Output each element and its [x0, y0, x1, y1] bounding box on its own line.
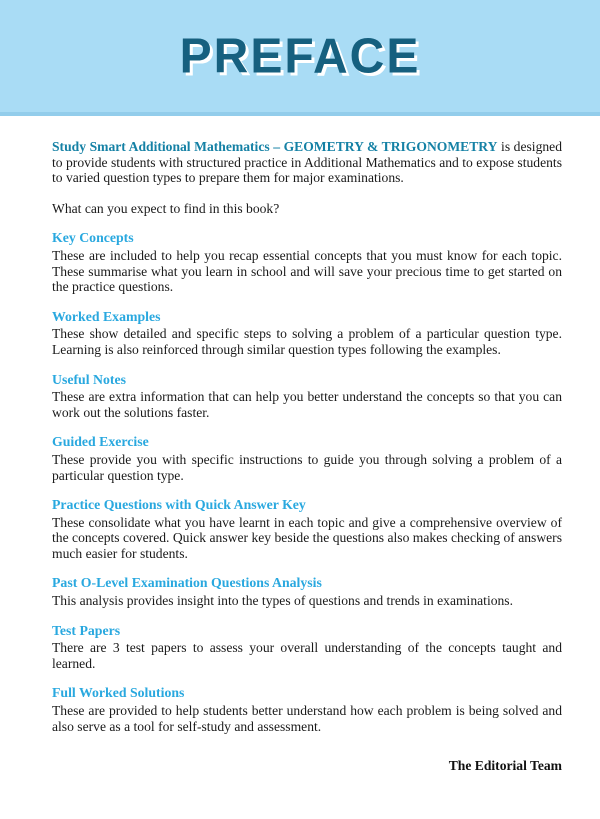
page-header-banner [0, 0, 600, 116]
section-body: These are provided to help students better understand how each problem is being solved and also serve as a tool for self-study and assessment. [52, 703, 562, 734]
section-heading: Guided Exercise [52, 434, 149, 450]
section-body: These show detailed and specific steps to solving a problem of a particular question type. Learning is also reinforced through similar question types following the examples. [52, 326, 562, 357]
section-full-worked-solutions [52, 685, 562, 734]
section-heading: Practice Questions with Quick Answer Key [52, 497, 306, 513]
section-test-papers [52, 623, 562, 672]
preface-content [0, 116, 600, 774]
section-heading: Test Papers [52, 622, 121, 638]
section-key-concepts [52, 230, 562, 294]
section-body: This analysis provides insight into the types of questions and trends in examinations. [52, 593, 513, 609]
section-body: These provide you with specific instructions to guide you through solving a problem of a particular question type. [52, 451, 562, 483]
section-heading: Past O-Level Examination Questions Analysis [52, 575, 322, 591]
section-heading: Full Worked Solutions [52, 685, 185, 701]
section-heading: Key Concepts [52, 230, 134, 246]
expectation-question: What can you expect to find in this book? [52, 200, 280, 216]
page-title: PREFACE [179, 28, 421, 84]
section-heading: Useful Notes [52, 371, 126, 387]
section-body: These are extra information that can help you better understand the concepts so that you can work out the solutions faster. [52, 389, 562, 420]
section-guided-exercise [52, 434, 562, 483]
section-body: There are 3 test papers to assess your overall understanding of the concepts taught and learned. [52, 640, 562, 671]
section-practice-questions [52, 497, 562, 561]
editorial-team-signature: The Editorial Team [448, 758, 562, 774]
section-body: These are included to help you recap essential concepts that you must know for each topic. These summarise what you learn in school and will save your precious time to get started on the practice questions. [52, 247, 562, 295]
section-past-olevel-analysis [52, 575, 562, 608]
section-useful-notes [52, 372, 562, 421]
book-title-lead: Study Smart Additional Mathematics – GEOMETRY & TRIGONOMETRY [52, 139, 498, 154]
intro-paragraph-rest: is designed to provide students with structured practice in Additional Mathematics and to expose students to varied question types to prepare them for major examinations. [52, 139, 562, 186]
intro-paragraph [52, 139, 562, 186]
section-heading: Worked Examples [52, 308, 161, 324]
section-worked-examples [52, 309, 562, 358]
section-body: These consolidate what you have learnt in each topic and give a comprehensive overview of the concepts covered. Quick answer key beside the questions also makes checking of answers much easier for students. [52, 514, 562, 561]
